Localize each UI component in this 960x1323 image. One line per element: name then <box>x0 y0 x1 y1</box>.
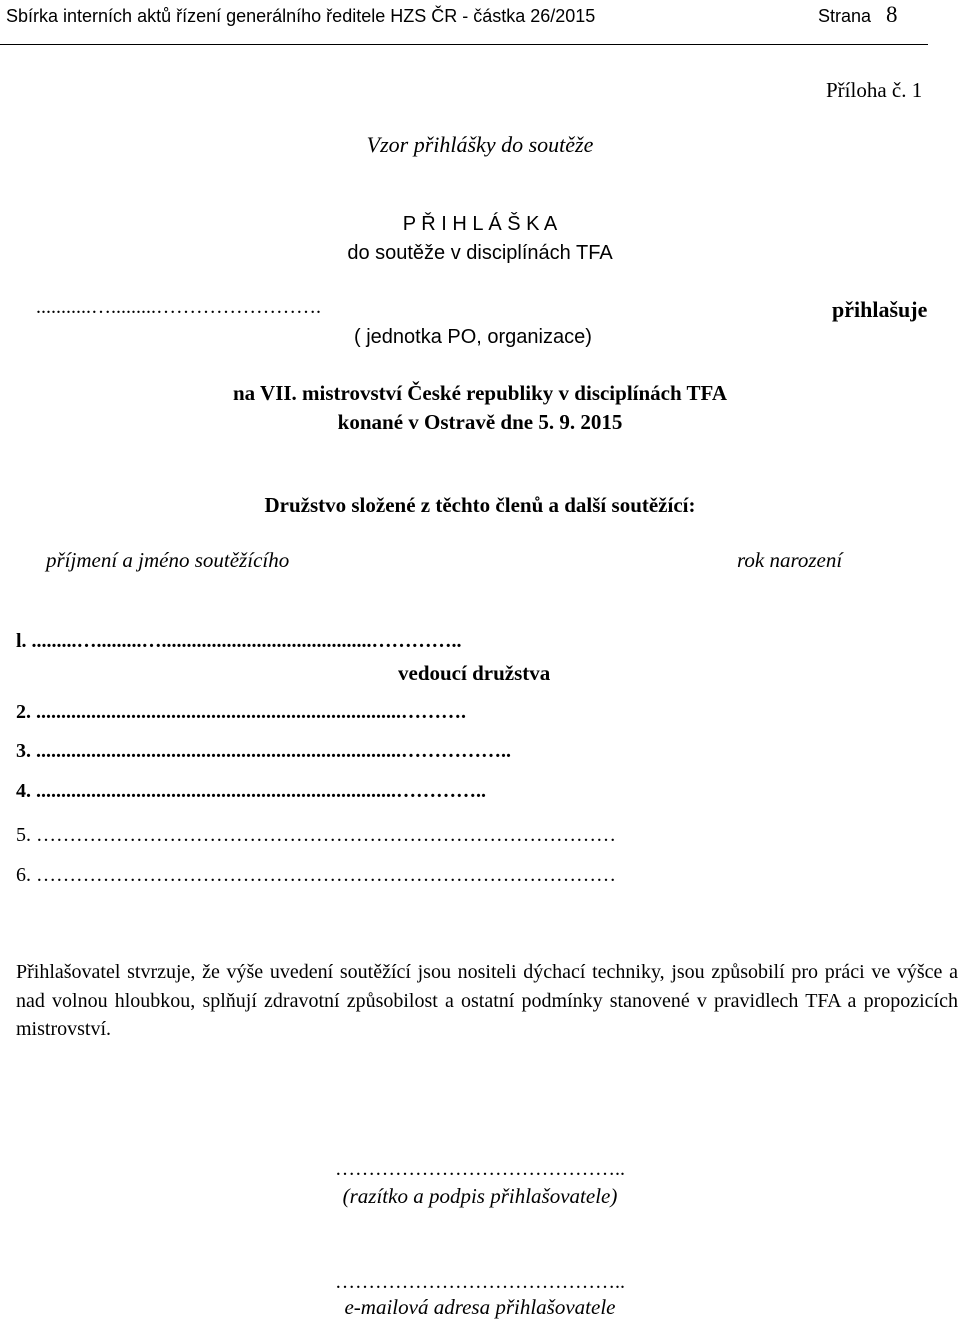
member-line-4: 4. ........................................................................………….. <box>16 780 486 802</box>
column-name-label: příjmení a jméno soutěžícího <box>46 548 290 572</box>
signature-label: (razítko a podpis přihlašovatele) <box>342 1184 618 1208</box>
signature-dotted-line: …………………………………….. <box>335 1158 625 1180</box>
declaration-text: Přihlašovatel stvrzuje, že výše uvedení soutěžící jsou nositeli dýchací techniky, jsou způsobilí pro práci ve výšce a nad volnou hloubkou, splňují zdravotní způsobilost a ostatní podmínky stanovené v pravidlech TFA a propozicích mistrovství. <box>16 961 958 1040</box>
event-line-1: na VII. mistrovství České republiky v disciplínách TFA <box>233 381 727 405</box>
member-line-2: 2. .........................................................................………. <box>16 701 466 723</box>
application-subheading: do soutěže v disciplínách TFA <box>347 242 613 264</box>
email-dotted-line: …………………………………….. <box>335 1271 625 1293</box>
member-line-5: 5. …………………………………………………………………………… <box>16 824 616 846</box>
email-label: e-mailová adresa přihlašovatele <box>344 1295 616 1319</box>
team-heading: Družstvo složené z těchto členů a další soutěžící: <box>264 493 696 517</box>
member-line-3: 3. .........................................................................…………….. <box>16 740 511 762</box>
application-heading: P Ř I H L Á Š K A <box>402 213 558 235</box>
team-leader-note: vedoucí družstva <box>398 661 551 685</box>
column-year-label: rok narození <box>737 548 843 572</box>
registrant-label: ( jednotka PO, organizace) <box>354 326 592 348</box>
form-title: Vzor přihlášky do soutěže <box>366 132 594 157</box>
member-line-1: l. .........….........…..........................................………….. <box>16 630 462 652</box>
page-label: Strana <box>818 6 872 26</box>
annex-label: Příloha č. 1 <box>826 78 923 102</box>
header-divider <box>0 44 928 45</box>
header-title: Sbírka interních aktů řízení generálního ředitele HZS ČR - částka 26/2015 <box>6 6 596 26</box>
registrant-action: přihlašuje <box>832 297 928 322</box>
member-line-6: 6. …………………………………………………………………………… <box>16 864 616 886</box>
page-number: 8 <box>886 2 898 27</box>
registrant-dotted-line: ...........….........……………………. <box>36 296 321 318</box>
event-line-2: konané v Ostravě dne 5. 9. 2015 <box>337 410 623 434</box>
